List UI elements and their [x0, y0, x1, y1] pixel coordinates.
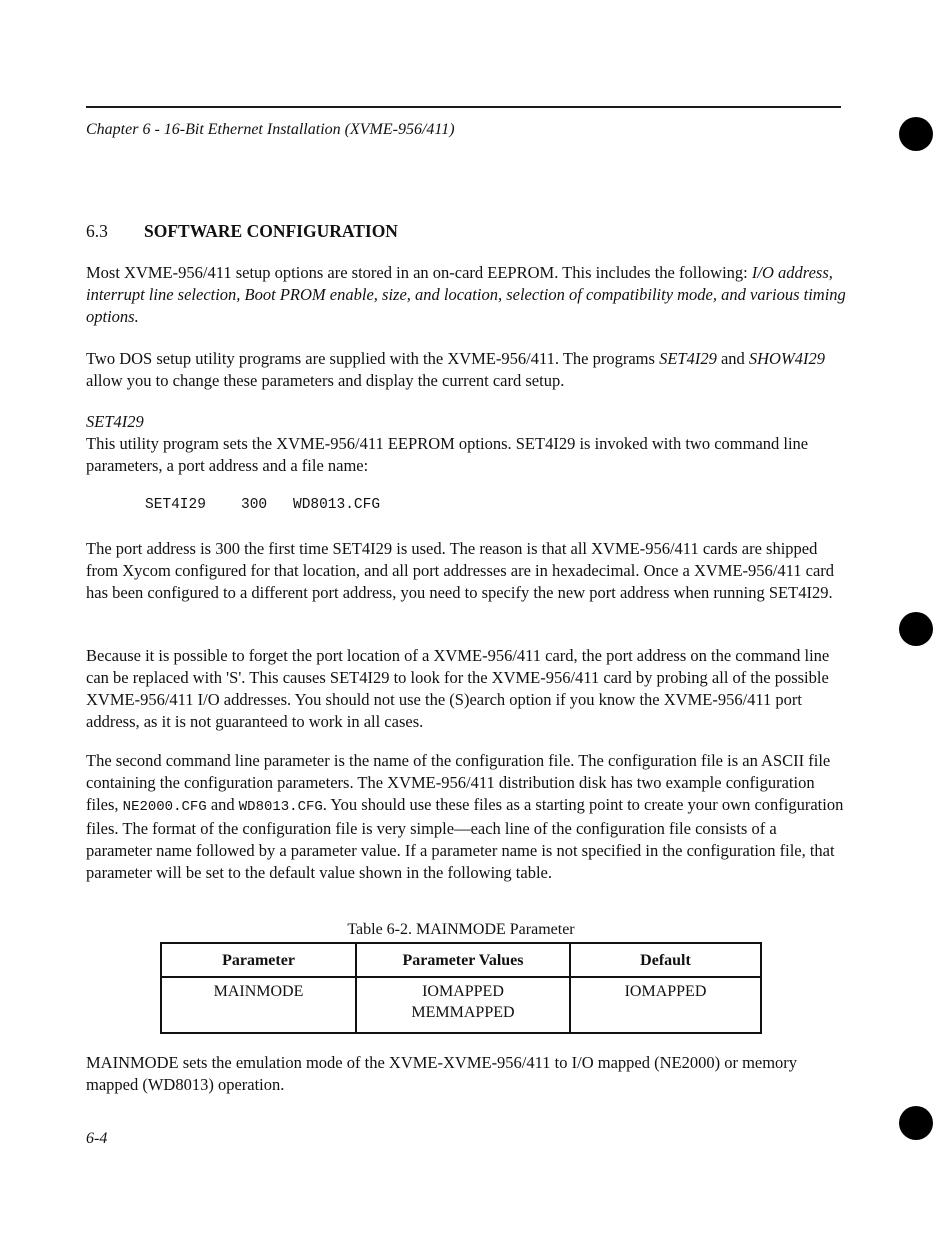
config-file1: NE2000.CFG	[122, 799, 207, 815]
utilities-paragraph	[86, 348, 846, 392]
chapter-header: Chapter 6 - 16-Bit Ethernet Installation (XVME-956/411)	[86, 121, 455, 138]
header-rule	[86, 106, 841, 108]
config-paragraph	[86, 750, 846, 884]
binder-hole-bottom	[899, 1106, 933, 1140]
table-header-row	[161, 943, 761, 977]
config-file2: WD8013.CFG	[238, 799, 323, 815]
table-header-cell: Parameter Values	[356, 943, 570, 977]
utilities-text-a: Two DOS setup utility programs are supplied with the XVME-956/411. The programs	[86, 349, 660, 368]
binder-hole-top	[899, 117, 933, 151]
set4i29-heading: SET4I29	[86, 412, 144, 431]
command-file: WD8013.CFG	[293, 497, 381, 513]
utilities-text-b: and	[716, 349, 749, 368]
utilities-prog2: SHOW4I29	[748, 349, 825, 368]
config-text-b: and	[206, 795, 239, 814]
page-number: 6-4	[86, 1130, 108, 1147]
table-header-cell: Parameter	[161, 943, 356, 977]
command-port: 300	[241, 497, 268, 513]
section-number: 6.3	[86, 221, 108, 241]
table-cell-parameter: MAINMODE	[161, 977, 356, 1033]
section-title: SOFTWARE CONFIGURATION	[144, 221, 398, 241]
section-heading	[86, 220, 398, 242]
table-value-1: IOMAPPED	[422, 983, 504, 1000]
intro-options: I/O address, interrupt line selection, Boot PROM enable, size, and location, selection of compatibility mode, and various timing options.	[86, 263, 846, 326]
table-header-cell: Default	[570, 943, 761, 977]
command-program: SET4I29	[145, 497, 206, 513]
table-caption: Table 6-2. MAINMODE Parameter	[347, 921, 575, 938]
mainmode-table	[160, 942, 762, 1034]
search-paragraph: Because it is possible to forget the port location of a XVME-956/411 card, the port address on the command line can be replaced with 'S'. This causes SET4I29 to look for the XVME-956/411 card by probing all of the possible XVME-956/411 I/O addresses. You should not use the (S)earch option if you know the XVME-956/411 port address, as it is not guaranteed to work in all cases.	[86, 646, 830, 731]
utilities-prog1: SET4I29	[659, 349, 717, 368]
binder-hole-middle	[899, 612, 933, 646]
table-cell-default: IOMAPPED	[570, 977, 761, 1033]
intro-paragraph	[86, 262, 846, 328]
set4i29-description: This utility program sets the XVME-956/411 EEPROM options. SET4I29 is invoked with two command line parameters, a port address and a file name:	[86, 434, 809, 475]
mainmode-note: MAINMODE sets the emulation mode of the XVME-XVME-956/411 to I/O mapped (NE2000) or memory mapped (WD8013) operation.	[86, 1053, 798, 1094]
port-paragraph: The port address is 300 the first time SET4I29 is used. The reason is that all XVME-956/411 cards are shipped from Xycom configured for that location, and all port addresses are in hexadecimal. Once a XVME-956/411 card has been configured to a different port address, you need to specify the new port address when running SET4I29.	[86, 539, 835, 602]
utilities-text-c: allow you to change these parameters and display the current card setup.	[86, 371, 565, 390]
config-text-a: The second command line parameter is the name of the configuration file. The configuration file is an ASCII file containing the configuration parameters. The XVME-956/411 distribution disk has two example configuration files,	[86, 751, 831, 814]
command-example	[145, 494, 380, 516]
config-text-c: . You should use these files as a starting point to create your own configuration files. The format of the configuration file is very simple—each line of the configuration file consists of a parameter name followed by a parameter value. If a parameter name is not specified in the configuration file, that parameter will be set to the default value shown in the following table.	[86, 795, 844, 882]
intro-lead: Most XVME-956/411 setup options are stored in an on-card EEPROM. This includes the following:	[86, 263, 748, 282]
table-cell-values	[356, 977, 570, 1033]
table-value-2: MEMMAPPED	[411, 1004, 515, 1021]
table-row	[161, 977, 761, 1033]
